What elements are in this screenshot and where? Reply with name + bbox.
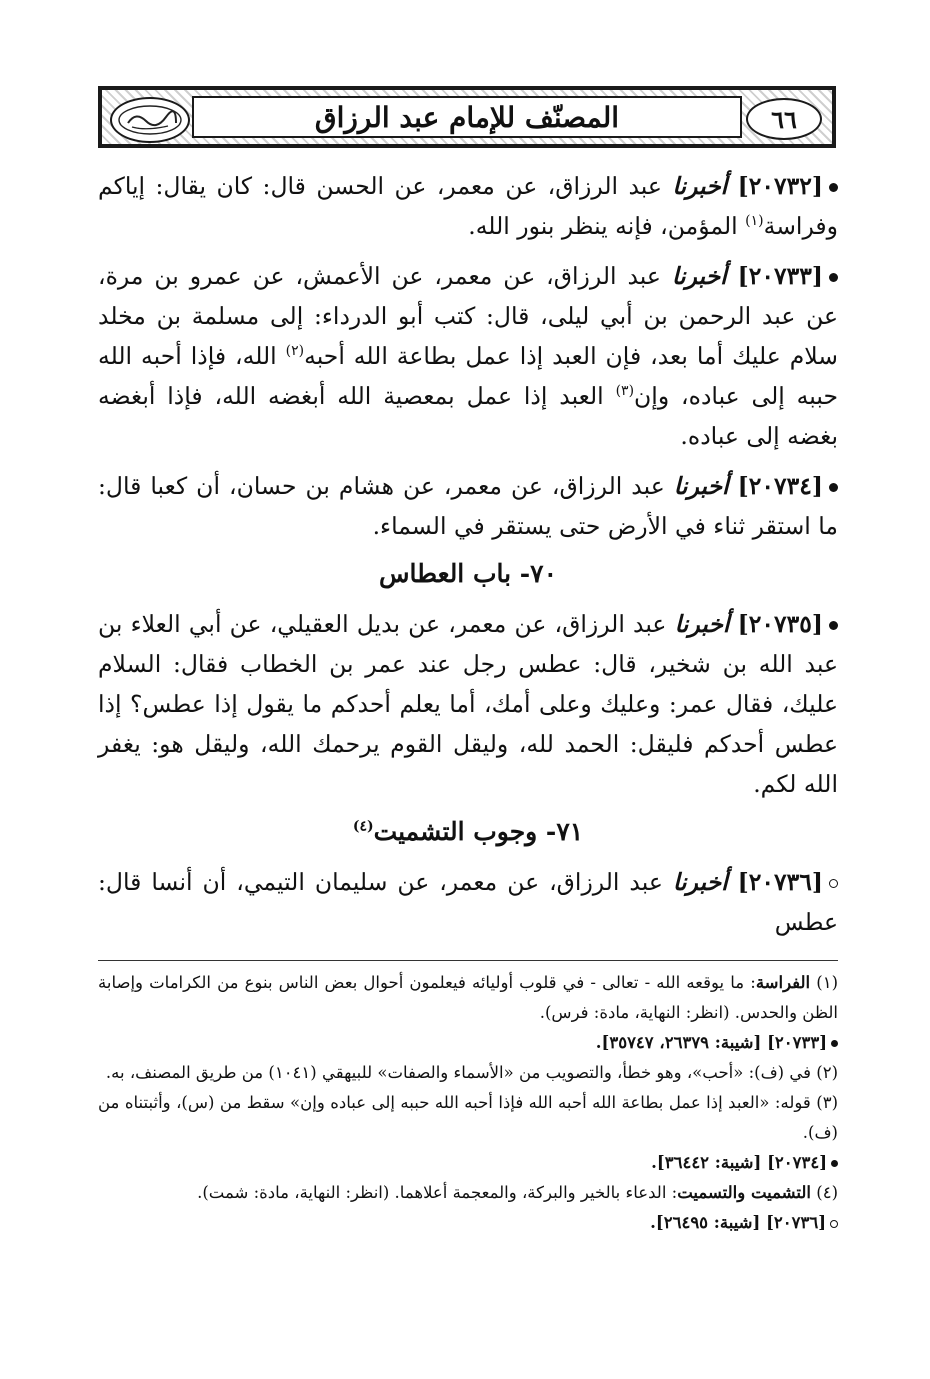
hadith-number: [٢٠٧٣٤]	[737, 472, 823, 500]
footnote-ref: (١)	[745, 213, 764, 230]
hadith-text: العبد إذا عمل بمعصية الله أبغضه الله، فإذا أبغضه بغضه إلى عباده.	[98, 382, 838, 450]
hadith-text: المؤمن، فإنه ينظر بنور الله.	[468, 212, 738, 240]
hadith-number: [٢٠٧٣٦]	[737, 868, 823, 896]
hadith-text: عبد الرزاق، عن معمر، عن سليمان التيمي، أن أنسا قال: عطس	[98, 868, 838, 936]
hadith-20735	[98, 604, 838, 804]
open-circle-bullet-icon	[830, 1220, 838, 1228]
hadith-text: الله، فإذا أحبه الله حببه إلى عباده، وإن	[98, 342, 838, 410]
hadith-number: [٢٠٧٣٢]	[737, 172, 823, 200]
solid-bullet-icon	[831, 1160, 838, 1167]
footnote-ref: (٤)	[352, 818, 374, 835]
chapter-title-text: ٧١- وجوب التشميت	[373, 817, 584, 846]
hadith-20733	[98, 256, 838, 456]
open-circle-bullet-icon	[829, 879, 838, 888]
hadith-number: [٢٠٧٣٥]	[737, 610, 823, 638]
source-ref-20733	[98, 1028, 838, 1058]
source-ref-20734	[98, 1148, 838, 1178]
footnote-1	[98, 968, 838, 1028]
footnote-2	[98, 1058, 838, 1088]
solid-bullet-icon	[829, 273, 838, 282]
solid-bullet-icon	[831, 1040, 838, 1047]
akhbarana: أخبرنا	[671, 262, 727, 290]
footnote-text: : الدعاء بالخير والبركة، والمعجمة أعلاهما. (انظر: النهاية، مادة: شمت).	[197, 1183, 678, 1202]
page-header-banner	[98, 86, 836, 148]
footnote-ref: (٣)	[615, 383, 635, 400]
footnote-3	[98, 1088, 838, 1148]
main-text	[98, 166, 838, 952]
footnote-term: الفراسة	[755, 973, 811, 992]
footnote-number: (٣)	[816, 1093, 838, 1112]
hadith-text: عبد الرزاق، عن معمر، عن بديل العقيلي، عن أبي العلاء بن عبد الله بن شخير، قال: عطس رجل عند عمر بن الخطاب فقال: السلام عليك، فقال عمر: وعليك وعلى أمك، أما يعلم أحدكم ما يقول إذا عطس؟ إذا عطس أحدكم فليقل: الحمد لله، وليقل القوم يرحمك الله، وليقل هو: يغفر الله لكم.	[98, 610, 838, 798]
hadith-text: عبد الرزاق، عن معمر، عن الأعمش، عن عمرو بن مرة، عن عبد الرحمن بن أبي ليلى، قال: كتب أبو الدرداء: إلى مسلمة بن مخلد سلام عليك أما بعد، فإن العبد إذا عمل بطاعة الله أحبه	[98, 262, 838, 370]
akhbarana: أخبرنا	[672, 172, 728, 200]
hadith-20736	[98, 862, 838, 942]
source-ref-20736	[98, 1208, 838, 1238]
source-ref-text: [٢٠٧٣٣] [شيبة: ٢٦٣٧٩، ٣٥٧٤٧].	[595, 1033, 827, 1052]
akhbarana: أخبرنا	[672, 868, 728, 896]
akhbarana: أخبرنا	[674, 610, 730, 638]
source-ref-text: [٢٠٧٣٦] [شيبة: ٢٦٤٩٥].	[650, 1213, 826, 1232]
page-number: ٦٦	[746, 98, 822, 140]
footnote-text: : ما يوقعه الله - تعالى - في قلوب أوليائه فيعلمون أحوال بعض الناس بنوع من الكرامات وإصابة الظن والحدس. (انظر: النهاية، مادة: فرس).	[98, 973, 838, 1022]
running-title: المصنّف للإمام عبد الرزاق	[314, 100, 620, 134]
book-seal-logo	[110, 97, 190, 143]
seal-calligraphy-icon	[116, 103, 184, 137]
hadith-20732	[98, 166, 838, 246]
source-ref-text: [٢٠٧٣٤] [شيبة: ٣٦٤٤٢].	[651, 1153, 827, 1172]
footnote-text: في (ف): «أحب»، وهو خطأ، والتصويب من «الأسماء والصفات» للبيهقي (١٠٤١) من طريق المصنف، به.	[105, 1063, 811, 1082]
hadith-text: عبد الرزاق، عن معمر، عن هشام بن حسان، أن كعبا قال: ما استقر ثناء في الأرض حتى يستقر في السماء.	[98, 472, 838, 540]
footnote-term: التشميت والتسميت	[677, 1183, 811, 1202]
footnote-number: (٤)	[816, 1183, 838, 1202]
hadith-text: عبد الرزاق، عن معمر، عن الحسن قال: كان يقال: إياكم وفراسة	[98, 172, 838, 240]
footnote-divider	[98, 960, 838, 961]
footnote-number: (١)	[816, 973, 839, 992]
solid-bullet-icon	[829, 183, 838, 192]
header-title-box	[192, 96, 742, 138]
footnote-ref: (٢)	[285, 343, 305, 360]
hadith-20734	[98, 466, 838, 546]
solid-bullet-icon	[829, 483, 838, 492]
hadith-number: [٢٠٧٣٣]	[737, 262, 823, 290]
footnote-number: (٢)	[816, 1063, 838, 1082]
akhbarana: أخبرنا	[673, 472, 729, 500]
footnote-4	[98, 1178, 838, 1208]
footnotes	[98, 968, 838, 1238]
chapter-title-71	[98, 814, 838, 850]
solid-bullet-icon	[829, 621, 838, 630]
chapter-title-70: ٧٠- باب العطاس	[378, 559, 558, 588]
footnote-text: قوله: «العبد إذا عمل بطاعة الله أحبه الله فإذا أحبه الله حببه إلى عباده وإن» سقط من (س)، وأثبتناه من (ف).	[98, 1093, 838, 1142]
